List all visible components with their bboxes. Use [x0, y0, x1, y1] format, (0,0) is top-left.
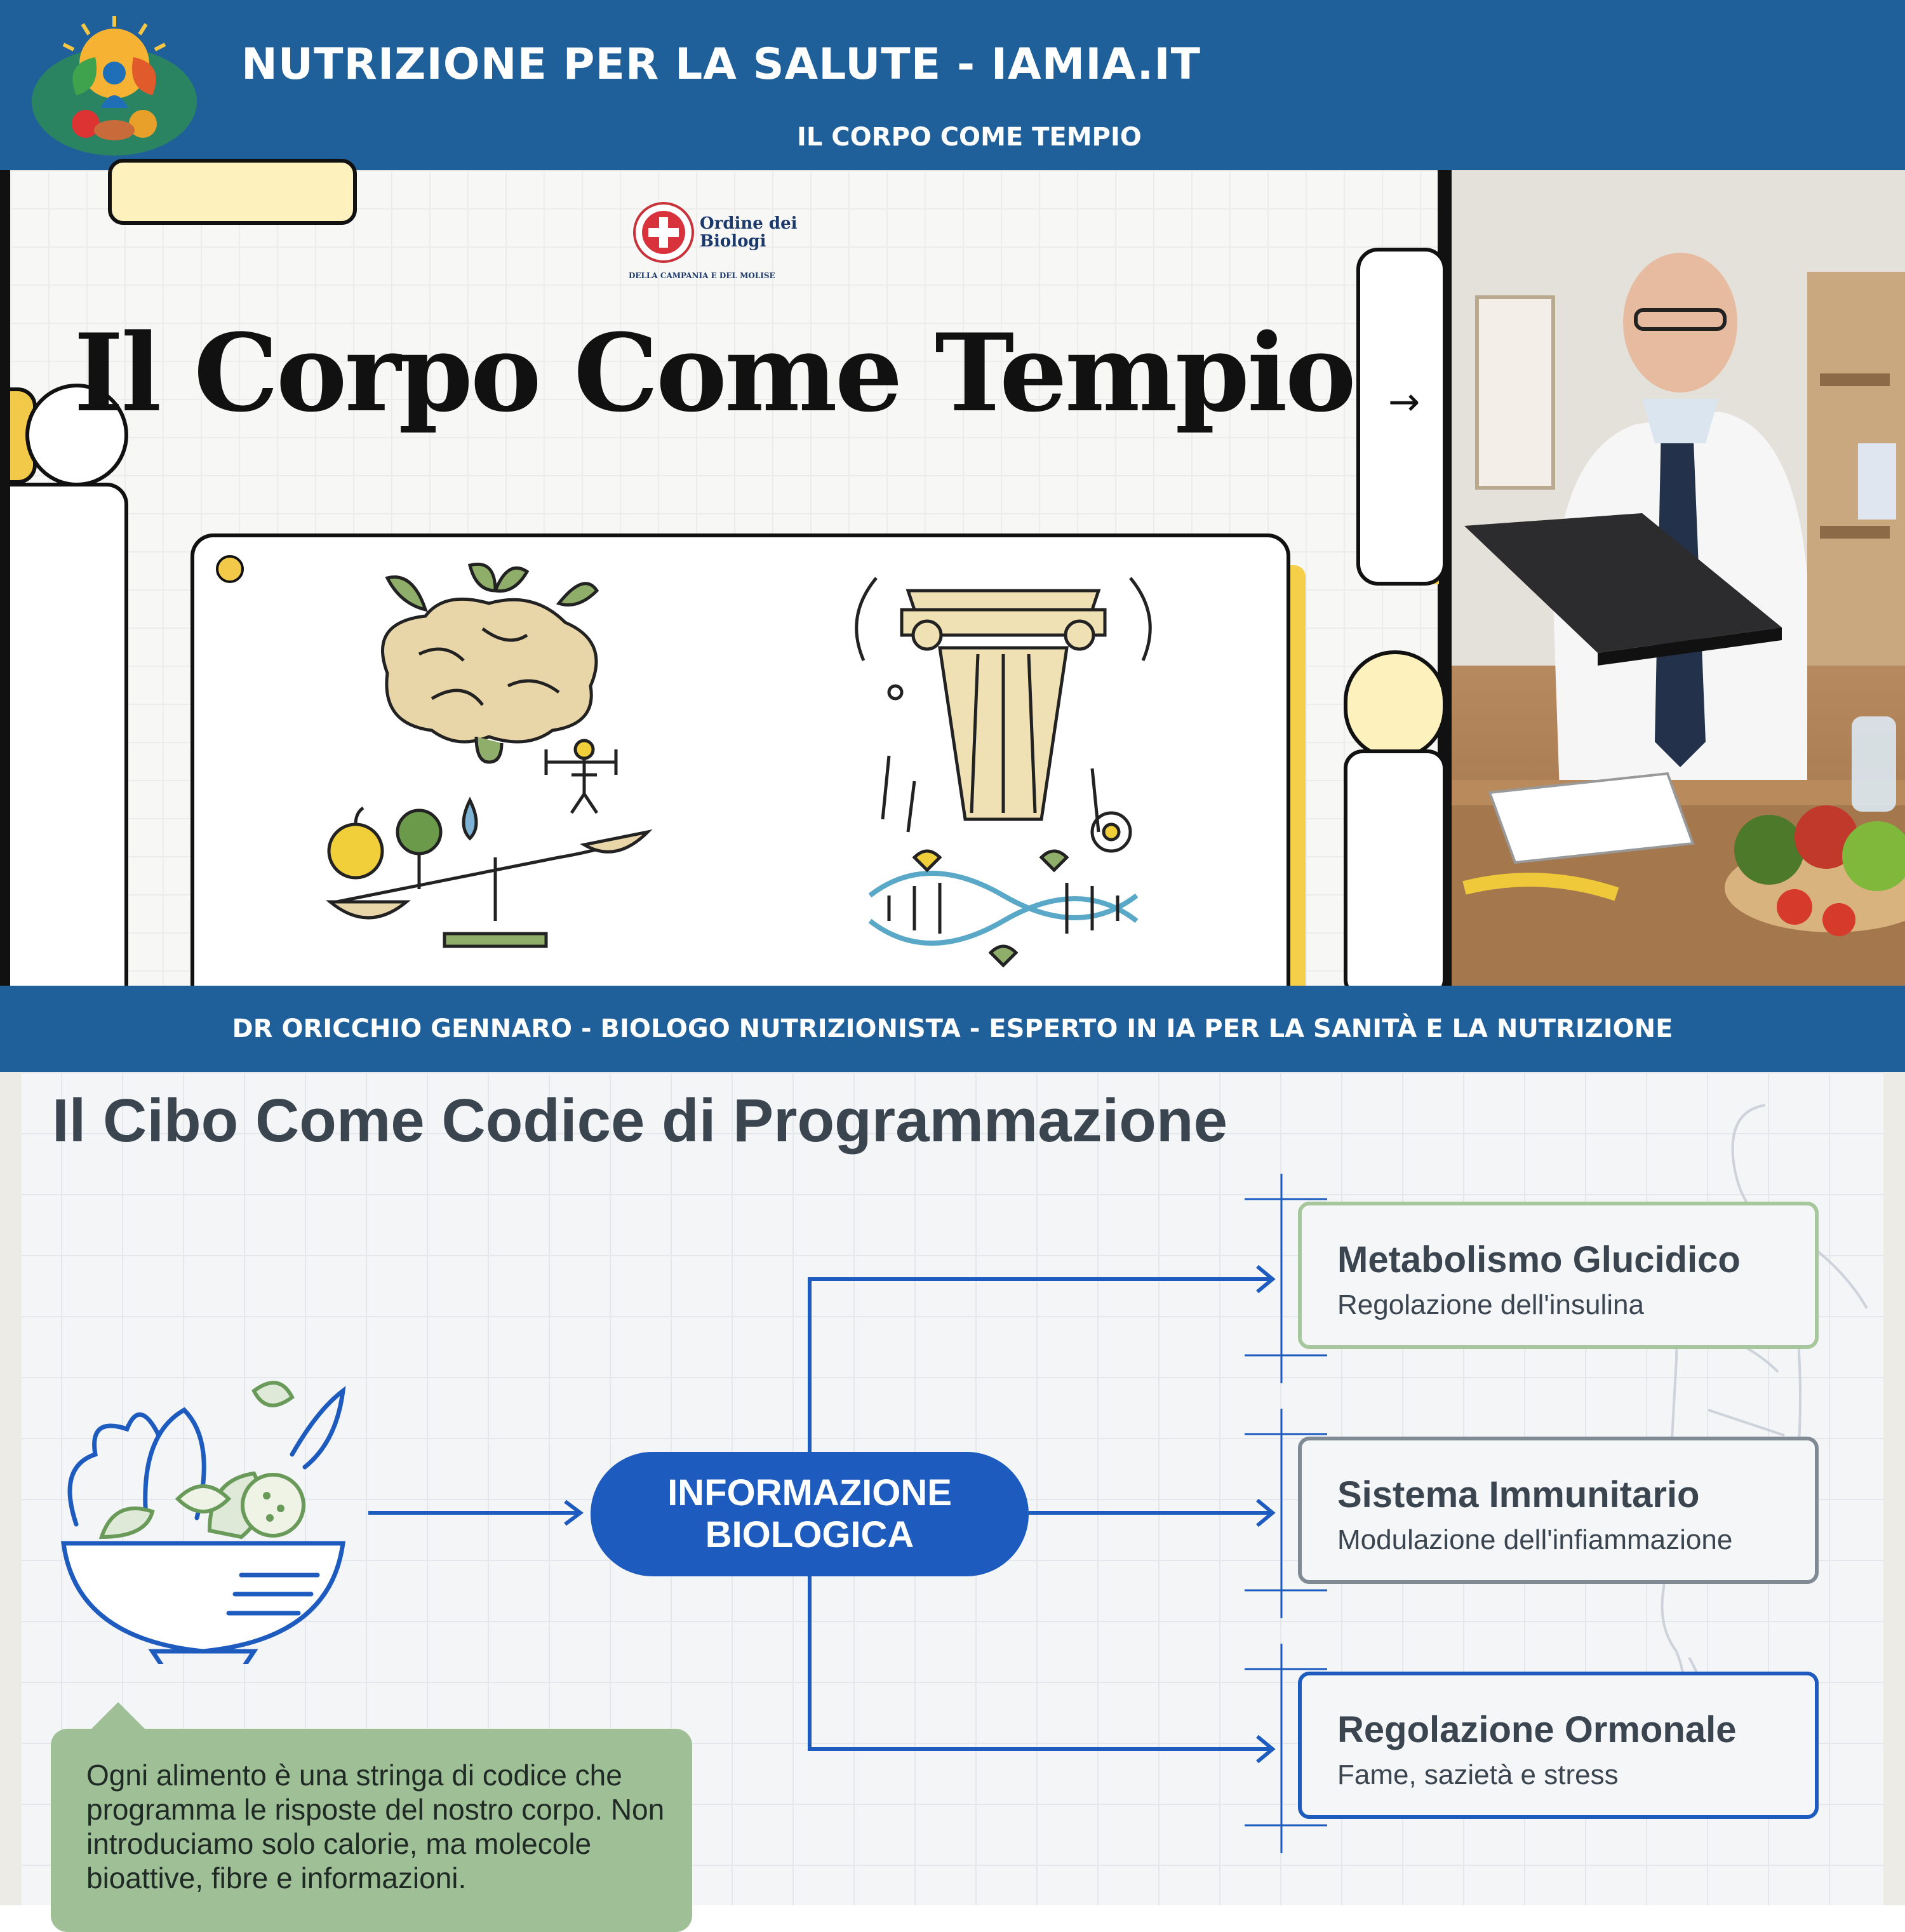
slide-left-frame: [0, 170, 10, 986]
node-label-line-2: BIOLOGICA: [705, 1514, 914, 1555]
decorative-shape: [10, 483, 128, 998]
output-subtitle: Modulazione dell'infiammazione: [1337, 1524, 1733, 1555]
salad-bowl-icon: [51, 1359, 356, 1664]
node-label-line-1: INFORMAZIONE: [667, 1472, 952, 1513]
output-subtitle: Fame, sazietà e stress: [1337, 1759, 1619, 1790]
output-card-immune: [1298, 1437, 1819, 1584]
arrow-right-icon[interactable]: →: [1388, 380, 1420, 424]
decorative-circle: [1344, 650, 1447, 760]
badge-caption: DELLA CAMPANIA E DEL MOLISE: [629, 271, 775, 280]
decorative-shape: [1344, 749, 1447, 998]
output-title: Regolazione Ormonale: [1337, 1709, 1737, 1750]
output-title: Metabolismo Glucidico: [1337, 1239, 1741, 1280]
column-dna-illustration: [851, 565, 1156, 972]
output-subtitle: Regolazione dell'insulina: [1337, 1289, 1644, 1320]
biological-information-node: [591, 1452, 1029, 1576]
author-credit: DR ORICCHIO GENNARO - BIOLOGO NUTRIZIONISTA - ESPERTO IN IA PER LA SANITÀ E LA NUTRIZIONE: [232, 1014, 1673, 1043]
site-subtitle: IL CORPO COME TEMPIO: [797, 123, 1142, 152]
doctor-with-laptop-photo: [1452, 170, 1905, 986]
ordine-biologi-logo: [622, 196, 813, 285]
slide-title: Il Corpo Come Tempio: [74, 310, 1354, 436]
explanation-note-text: Ogni alimento è una stringa di codice che programma le risposte del nostro corpo. Non introduciamo solo calorie, ma molecole bioattive, fibre e informazioni.: [86, 1759, 665, 1895]
infographic-title: Il Cibo Come Codice di Programmazione: [52, 1087, 1227, 1155]
decorative-shape: [108, 159, 357, 225]
badge-line-1: Ordine dei: [700, 214, 798, 233]
output-title: Sistema Immunitario: [1337, 1474, 1700, 1515]
nutrition-sun-logo: [25, 13, 203, 159]
site-title: NUTRIZIONE PER LA SALUTE - IAMIA.IT: [241, 39, 1201, 90]
brain-balance-illustration: [318, 559, 673, 953]
doctor-photo-art: [1452, 170, 1905, 986]
note-pointer: [89, 1702, 147, 1731]
output-card-metabolism: [1298, 1202, 1819, 1349]
output-card-hormone: [1298, 1672, 1819, 1819]
card-dot: [216, 555, 244, 583]
badge-line-2: Biologi: [700, 232, 766, 251]
